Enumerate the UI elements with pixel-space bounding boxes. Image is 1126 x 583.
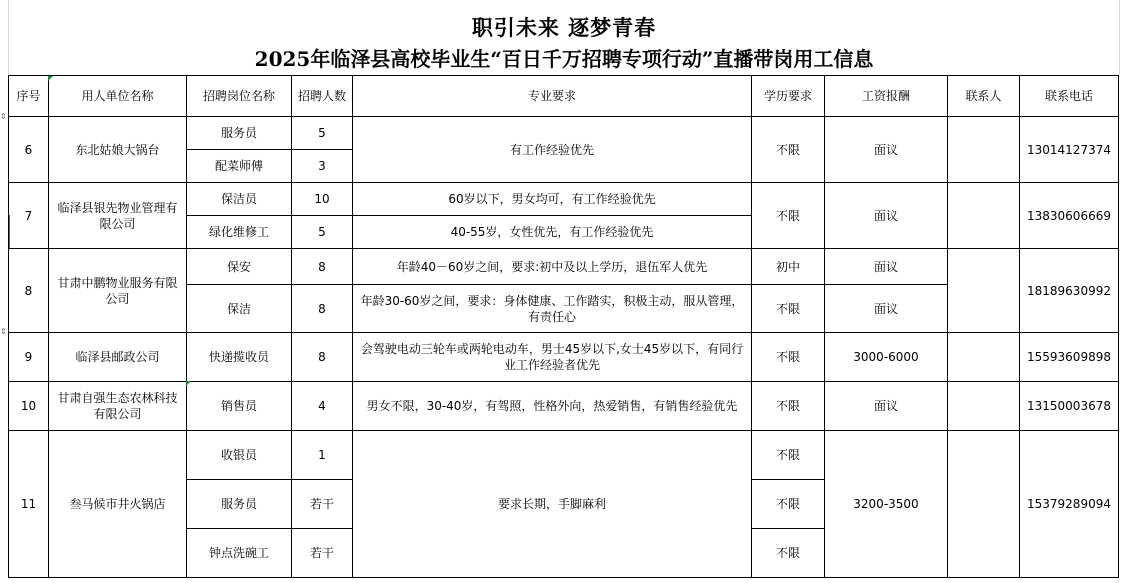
count-cell[interactable]: 4 <box>292 382 353 431</box>
contact-cell[interactable] <box>948 333 1020 382</box>
salary-cell[interactable]: 3200-3500 <box>825 431 948 578</box>
count-cell[interactable]: 5 <box>292 117 353 150</box>
company-cell[interactable]: 临泽县银先物业管理有限公司 <box>49 183 187 249</box>
company-cell[interactable]: 叁马候市井火锅店 <box>49 431 187 578</box>
education-cell[interactable]: 不限 <box>752 382 825 431</box>
seq-cell[interactable]: 9 <box>9 333 49 382</box>
position-cell[interactable]: 保安 <box>187 249 292 285</box>
table-row <box>9 117 1119 150</box>
requirement-cell[interactable]: 40-55岁，女性优先，有工作经验优先 <box>353 216 752 249</box>
position-cell[interactable]: 快递揽收员 <box>187 333 292 382</box>
seq-cell[interactable]: 11 <box>9 431 49 578</box>
header-salary: 工资报酬 <box>825 76 948 117</box>
company-cell[interactable]: 甘肃中鹏物业服务有限公司 <box>49 249 187 333</box>
phone-cell[interactable]: 15593609898 <box>1020 333 1119 382</box>
salary-cell[interactable]: 面议 <box>825 382 948 431</box>
comment-indicator <box>186 381 191 386</box>
education-cell[interactable]: 不限 <box>752 183 825 249</box>
position-cell[interactable]: 配菜师傅 <box>187 150 292 183</box>
table-row <box>9 249 1119 285</box>
requirement-cell[interactable]: 有工作经验优先 <box>353 117 752 183</box>
salary-cell[interactable]: 面议 <box>825 183 948 249</box>
position-cell[interactable]: 保洁 <box>187 285 292 333</box>
contact-cell[interactable] <box>948 382 1020 431</box>
page-subtitle: 2025年临泽县高校毕业生“百日千万招聘专项行动”直播带岗用工信息 <box>254 47 874 71</box>
requirement-cell[interactable]: 会驾驶电动三轮车或两轮电动车，男士45岁以下,女士45岁以下，有同行业工作经验者优先 <box>353 333 752 382</box>
education-cell[interactable]: 不限 <box>752 285 825 333</box>
header-seq: 序号 <box>9 76 49 117</box>
education-cell[interactable]: 初中 <box>752 249 825 285</box>
contact-cell[interactable] <box>948 117 1020 183</box>
education-cell[interactable]: 不限 <box>752 431 825 480</box>
count-cell[interactable]: 8 <box>292 249 353 285</box>
job-table <box>8 75 1119 578</box>
phone-cell[interactable]: 18189630992 <box>1020 249 1119 333</box>
page-title: 职引未来 逐梦青春 <box>471 15 657 40</box>
header-requirements: 专业要求 <box>353 76 752 117</box>
row-gutter <box>0 0 8 583</box>
requirement-cell[interactable]: 60岁以下，男女均可，有工作经验优先 <box>353 183 752 216</box>
count-cell[interactable]: 5 <box>292 216 353 249</box>
contact-cell[interactable] <box>948 249 1020 333</box>
count-cell[interactable]: 8 <box>292 333 353 382</box>
header-phone: 联系电话 <box>1020 76 1119 117</box>
count-cell[interactable]: 10 <box>292 183 353 216</box>
company-cell[interactable]: 临泽县邮政公司 <box>49 333 187 382</box>
count-cell[interactable]: 3 <box>292 150 353 183</box>
position-cell[interactable]: 绿化维修工 <box>187 216 292 249</box>
salary-cell[interactable]: 3000-6000 <box>825 333 948 382</box>
title-block <box>8 0 1120 75</box>
table-row <box>9 183 1119 216</box>
salary-cell[interactable]: 面议 <box>825 117 948 183</box>
phone-cell[interactable]: 13830606669 <box>1020 183 1119 249</box>
seq-cell[interactable]: 6 <box>9 117 49 183</box>
phone-cell[interactable]: 15379289094 <box>1020 431 1119 578</box>
requirement-cell[interactable]: 年龄30-60岁之间，要求：身体健康、工作踏实，积极主动，服从管理，有责任心 <box>353 285 752 333</box>
count-cell[interactable]: 若干 <box>292 529 353 578</box>
count-cell[interactable]: 8 <box>292 285 353 333</box>
header-education: 学历要求 <box>752 76 825 117</box>
position-cell[interactable]: 钟点洗碗工 <box>187 529 292 578</box>
requirement-cell[interactable]: 男女不限，30-40岁，有驾照，性格外向，热爱销售，有销售经验优先 <box>353 382 752 431</box>
position-cell[interactable]: 保洁员 <box>187 183 292 216</box>
education-cell[interactable]: 不限 <box>752 117 825 183</box>
education-cell[interactable]: 不限 <box>752 333 825 382</box>
seq-cell[interactable]: 8 <box>9 249 49 333</box>
resize-handle-icon[interactable]: ⇕ <box>0 112 7 121</box>
position-cell[interactable]: 服务员 <box>187 480 292 529</box>
header-contact: 联系人 <box>948 76 1020 117</box>
contact-cell[interactable] <box>948 183 1020 249</box>
salary-cell[interactable]: 面议 <box>825 285 948 333</box>
position-cell[interactable]: 服务员 <box>187 117 292 150</box>
requirement-cell[interactable]: 要求长期，手脚麻利 <box>353 431 752 578</box>
table-row <box>9 382 1119 431</box>
resize-handle-icon[interactable]: ⇕ <box>0 327 7 336</box>
salary-cell[interactable]: 面议 <box>825 249 948 285</box>
education-cell[interactable]: 不限 <box>752 529 825 578</box>
requirement-cell[interactable]: 年龄40－60岁之间，要求:初中及以上学历，退伍军人优先 <box>353 249 752 285</box>
table-row <box>9 431 1119 480</box>
company-cell[interactable]: 甘肃自强生态农林科技有限公司 <box>49 382 187 431</box>
table-row <box>9 333 1119 382</box>
position-cell[interactable]: 销售员 <box>187 382 292 431</box>
count-cell[interactable]: 若干 <box>292 480 353 529</box>
position-cell[interactable]: 收银员 <box>187 431 292 480</box>
count-cell[interactable]: 1 <box>292 431 353 480</box>
company-cell[interactable]: 东北姑娘大锅台 <box>49 117 187 183</box>
phone-cell[interactable]: 13014127374 <box>1020 117 1119 183</box>
seq-cell[interactable]: 10 <box>9 382 49 431</box>
header-company: 用人单位名称 <box>49 76 187 117</box>
phone-cell[interactable]: 13150003678 <box>1020 382 1119 431</box>
header-count: 招聘人数 <box>292 76 353 117</box>
comment-indicator <box>48 76 53 81</box>
seq-cell[interactable]: 7 <box>9 183 49 249</box>
header-position: 招聘岗位名称 <box>187 76 292 117</box>
contact-cell[interactable] <box>948 431 1020 578</box>
education-cell[interactable]: 不限 <box>752 480 825 529</box>
header-row <box>9 76 1119 117</box>
